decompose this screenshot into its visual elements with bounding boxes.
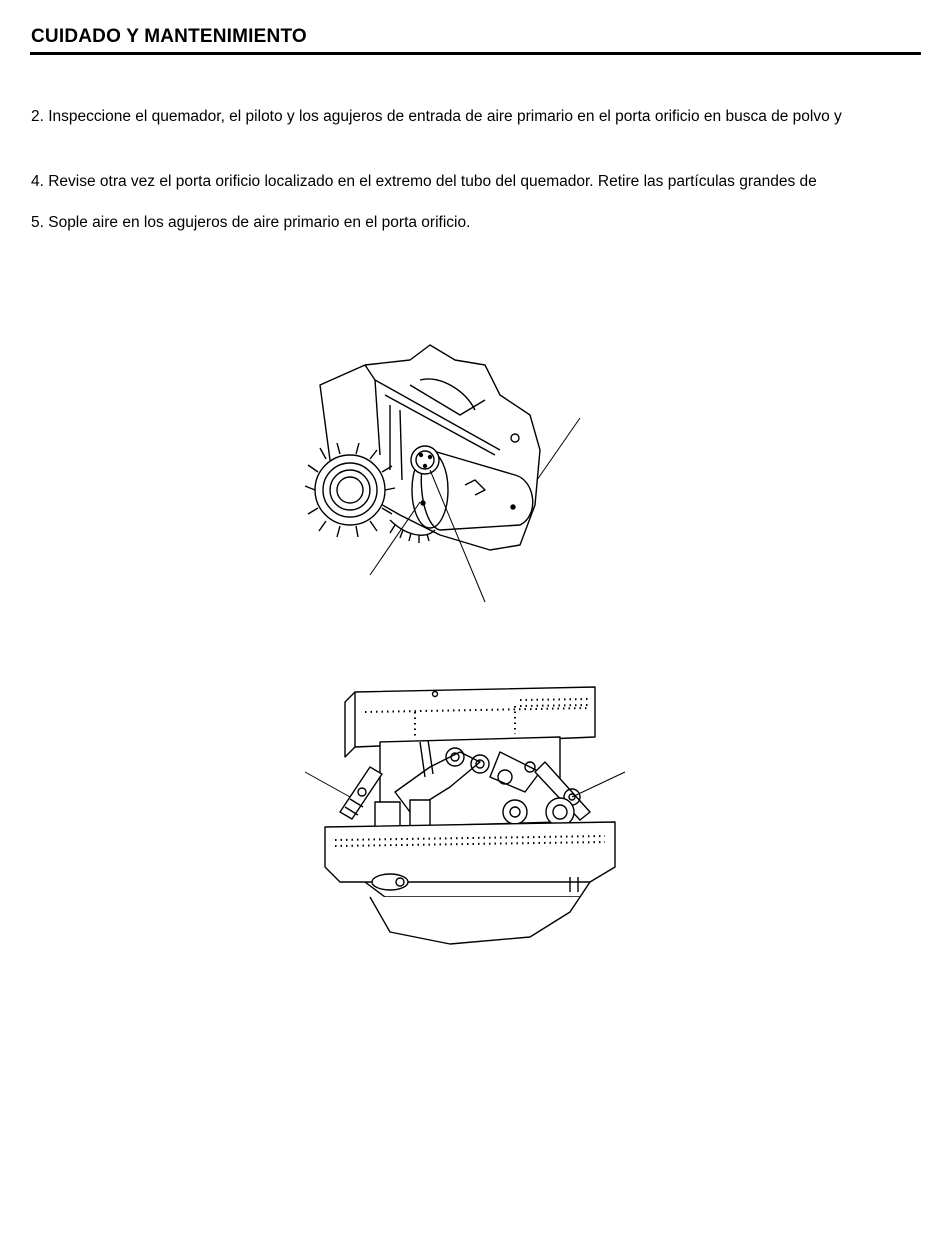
heading-rule: [30, 52, 921, 55]
section-heading: CUIDADO Y MANTENIMIENTO: [31, 26, 307, 47]
leader-line-burner: [537, 418, 580, 480]
leader-line-right-electrode: [572, 772, 625, 797]
step-2-text: 2. Inspeccione el quemador, el piloto y los agujeros de entrada de aire primario en el porta orificio en busca de polvo y: [31, 108, 842, 125]
orifice-holder-drawing: [411, 446, 439, 474]
leader-line-tube: [370, 502, 420, 575]
leader-line-left-electrode: [305, 772, 350, 797]
burner-orifice-illustration: [290, 340, 600, 610]
step-5-text: 5. Sople aire en los agujeros de aire primario en el porta orificio.: [31, 214, 471, 231]
step-4-text: 4. Revise otra vez el porta orificio localizado en el extremo del tubo del quemador. Retire las partículas grandes de: [31, 173, 817, 190]
pilot-assembly-illustration: [300, 682, 635, 952]
